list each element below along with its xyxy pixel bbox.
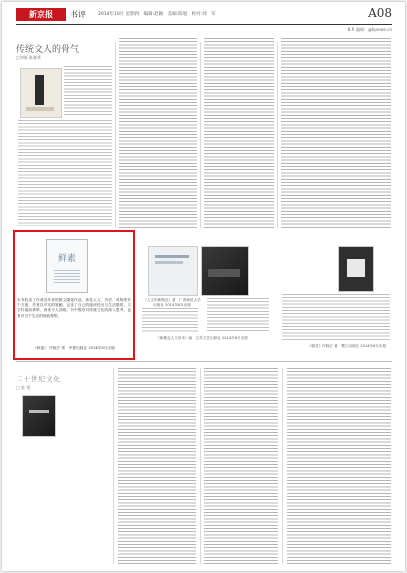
masthead [16, 8, 392, 22]
text-column [142, 308, 198, 332]
text-column [118, 368, 196, 564]
header-rule [16, 24, 392, 25]
section-title: 书评 [70, 10, 86, 19]
editor-line: B.P. 编辑：@bjnews.cn [347, 27, 392, 32]
book-caption: 《朝花》许晓宏 著 鹭江出版社 2014年8月出版 [307, 344, 387, 348]
book-caption: 《人生的新概念》著 广西师范大学出版社 2014年8月出版 [143, 298, 201, 307]
text-column [207, 298, 269, 332]
text-column [287, 368, 391, 564]
text-column [282, 294, 390, 342]
book-cover [338, 246, 374, 292]
book-cover [22, 395, 56, 437]
column-rule [200, 42, 201, 228]
book-cover-text [54, 270, 80, 284]
text-column [119, 38, 197, 228]
book-photo [20, 68, 62, 118]
column-rule [277, 42, 278, 228]
column-rule [113, 368, 114, 564]
column-rule [282, 368, 283, 564]
column-rule [115, 42, 116, 228]
text-column [64, 66, 112, 116]
book-publisher: 《鲜素》 许晓宏 著 华夏出版社 2014年8月出版 [33, 346, 115, 350]
book-description: 本书收录了作者近年来的散文随笔作品，涉及人文、历史、风物等多个方面。作者以平实的笔触，记录了自己的阅读经历与生活感悟，文字朴素而真挚，读来令人回味。书中既有对传统文化的深入思考，也有对当下生活的细致观察。 [17, 298, 131, 318]
book-cover [201, 246, 249, 296]
text-column [204, 38, 274, 228]
text-column [204, 368, 278, 564]
column-rule [200, 368, 201, 564]
section-divider [16, 361, 392, 362]
page-number: A08 [368, 6, 392, 20]
bottom-article-byline: □ 陈 建 [16, 385, 31, 390]
text-column [281, 38, 391, 228]
book-cover-title: 鲜素 [57, 254, 76, 264]
bottom-article-title: 二十世纪文化 [16, 375, 61, 383]
article-title: 传统文人的骨气 [16, 45, 80, 55]
book-caption: 《新概念人文读本》编 江苏文艺出版社 2014年8月出版 [156, 336, 248, 340]
book-cover [46, 239, 88, 293]
newspaper-logo: 新京报 [16, 8, 66, 21]
text-column [18, 120, 112, 226]
book-cover [148, 246, 198, 296]
issue-meta: 2014年10月 星期四 编辑:赵颖 美编:陈旭 校对:刘 军 [98, 12, 216, 17]
article-byline: □刘浙 陈春华 [16, 55, 42, 60]
newspaper-page [2, 2, 405, 571]
